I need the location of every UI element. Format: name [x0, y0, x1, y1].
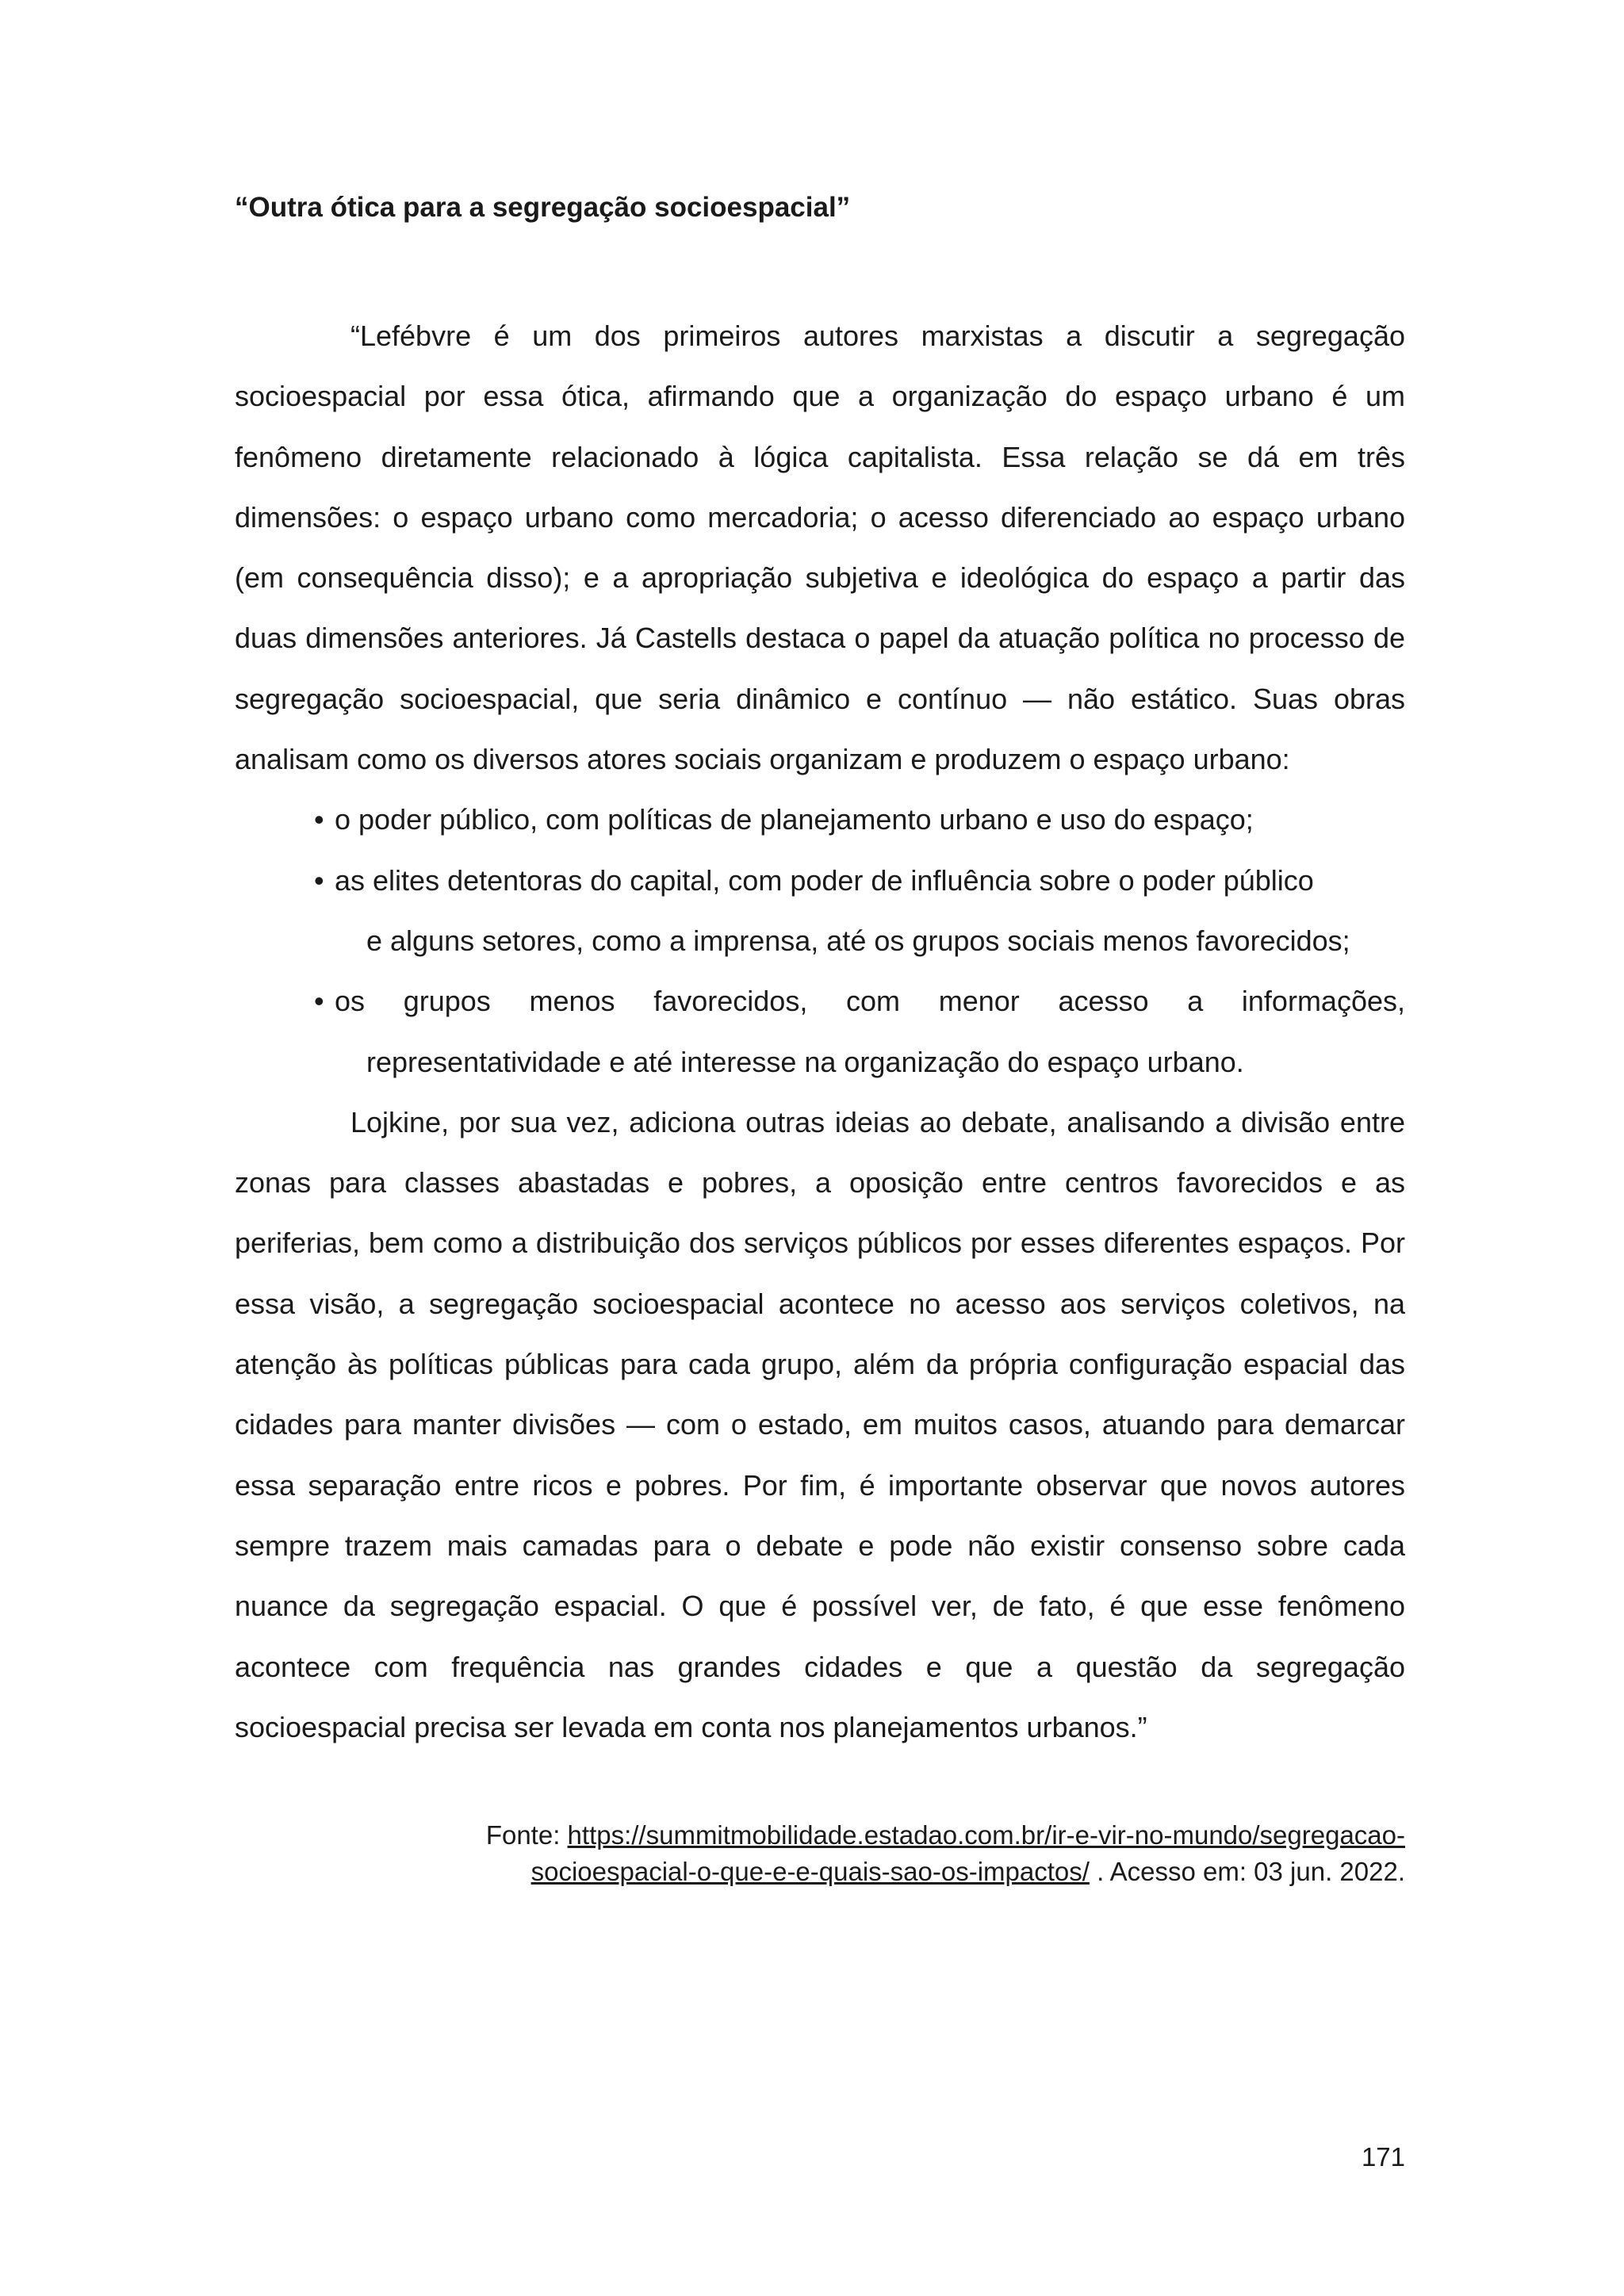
access-date: . Acesso em: 03 jun. 2022. [1089, 1857, 1405, 1886]
bullet-icon: • [314, 863, 324, 897]
list-item-text: as elites detentoras do capital, com poder de influência sobre o poder público [335, 863, 1314, 897]
page-number: 171 [1361, 2142, 1405, 2172]
list-item [314, 790, 1405, 850]
list-item-text-continued: representatividade e até interesse na organização do espaço urbano. [366, 1045, 1244, 1078]
source-citation [235, 1817, 1405, 1890]
bullet-icon: • [314, 803, 324, 836]
actors-list [235, 790, 1405, 1092]
paragraph-lefebvre: “Lefébvre é um dos primeiros autores marxistas a discutir a segregação socioespacial por essa ótica, afirmando que a organização do espaço urbano é um fenômeno diretamente relacionado à lógica capitalista. Essa relação se dá em três dimensões: o espaço urbano como mercadoria; o acesso diferenciado ao espaço urbano (em consequência disso); e a apropriação subjetiva e ideológica do espaço a partir das duas dimensões anteriores. Já Castells destaca o papel da atuação política no processo de segregação socioespacial, que seria dinâmico e contínuo — não estático. Suas obras analisam como os diversos atores sociais organizam e produzem o espaço urbano: [235, 320, 1405, 776]
list-item [314, 971, 1405, 1093]
quoted-text [235, 306, 1405, 1758]
section-title: “Outra ótica para a segregação socioespacial” [235, 192, 851, 223]
list-item-text-continued: e alguns setores, como a imprensa, até os grupos sociais menos favorecidos; [366, 924, 1350, 957]
list-item-text: o poder público, com políticas de planejamento urbano e uso do espaço; [335, 803, 1254, 836]
bullet-icon: • [314, 985, 324, 1018]
list-item [314, 851, 1405, 972]
list-item-text: os grupos menos favorecidos, com menor acesso a informações, [335, 985, 1405, 1018]
source-label: Fonte: [485, 1820, 561, 1850]
source-link[interactable]: https://summitmobilidade.estadao.com.br/ir-e-vir-no-mundo/segregacao- socioespacial-o-que-e-e-quais-sao-os-impactos/ [530, 1820, 1405, 1886]
paragraph-lojkine: Lojkine, por sua vez, adiciona outras ideias ao debate, analisando a divisão entre zonas para classes abastadas e pobres, a oposição entre centros favorecidos e as periferias, bem como a distribuição dos serviços públicos por esses diferentes espaços. Por essa visão, a segregação socioespacial acontece no acesso aos serviços coletivos, na atenção às políticas públicas para cada grupo, além da própria configuração espacial das cidades para manter divisões — com o estado, em muitos casos, atuando para demarcar essa separação entre ricos e pobres. Por fim, é importante observar que novos autores sempre trazem mais camadas para o debate e pode não existir consenso sobre cada nuance da segregação espacial. O que é possível ver, de fato, é que esse fenômeno acontece com frequência nas grandes cidades e que a questão da segregação socioespacial precisa ser levada em conta nos planejamentos urbanos.” [235, 1105, 1405, 1743]
